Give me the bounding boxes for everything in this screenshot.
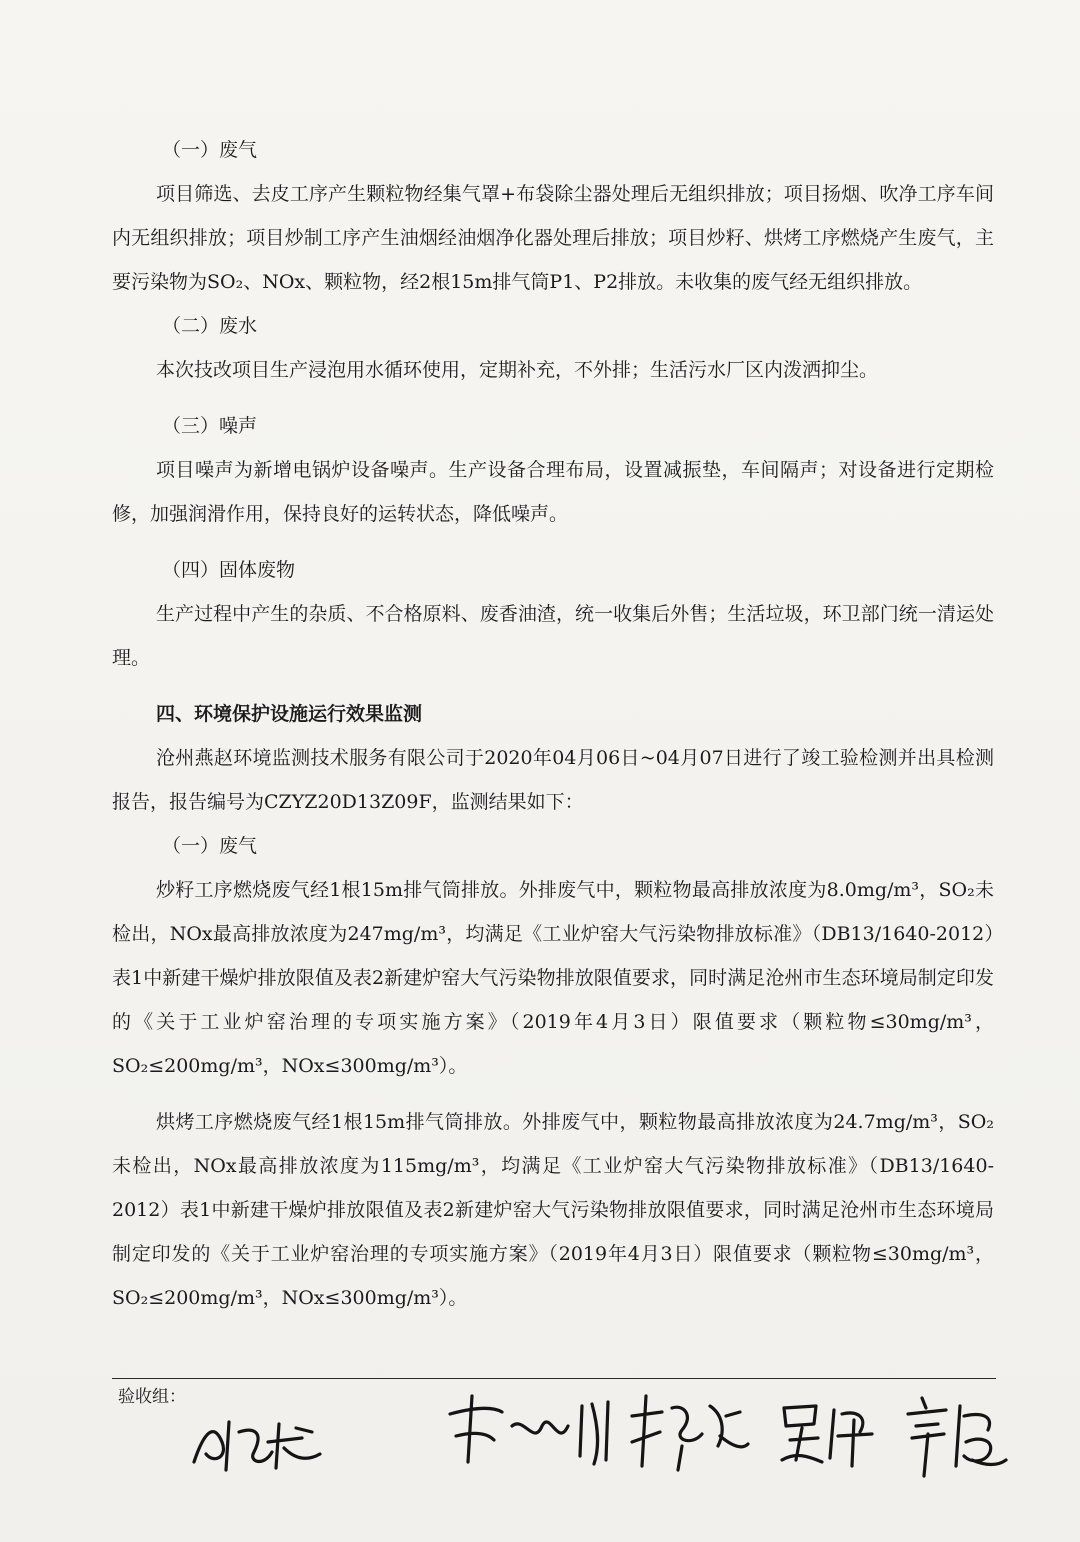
section-heading-waste-gas: （一）废气 bbox=[162, 139, 258, 161]
signature-5 bbox=[902, 1390, 1012, 1480]
paragraph-waste-water: 本次技改项目生产浸泡用水循环使用，定期补充，不外排；生活污水厂区内泼洒抑尘。 bbox=[156, 359, 879, 381]
document-body bbox=[112, 128, 994, 1320]
paragraph-baking-results: 烘烤工序燃烧废气经1根15m排气筒排放。外排废气中，颗粒物最高排放浓度为24.7mg/m³，SO₂未检出，NOx最高排放浓度为115mg/m³，均满足《工业炉窑大气污染物排放标准》（DB13/1640-2012）表1中新建干燥炉排放限值及表2新建炉窑大气污染物排放限值要求，同时满足沧州市生态环境局制定印发的《关于工业炉窑治理的专项实施方案》（2019年4月3日）限值要求（颗粒物≤30mg/m³，SO₂≤200mg/m³，NOx≤300mg/m³）。 bbox=[112, 1111, 994, 1309]
paragraph-waste-gas: 项目筛选、去皮工序产生颗粒物经集气罩+布袋除尘器处理后无组织排放；项目扬烟、吹净工序车间内无组织排放；项目炒制工序产生油烟经油烟净化器处理后排放；项目炒籽、烘烤工序燃烧产生废气，主要污染物为SO₂、NOx、颗粒物，经2根15m排气筒P1、P2排放。未收集的废气经无组织排放。 bbox=[112, 183, 994, 293]
section-heading-noise: （三）噪声 bbox=[162, 415, 258, 437]
signature-rule bbox=[112, 1378, 996, 1379]
acceptance-group-label: 验收组： bbox=[118, 1387, 186, 1407]
signature-4 bbox=[772, 1390, 882, 1470]
paragraph-noise: 项目噪声为新增电锅炉设备噪声。生产设备合理布局，设置减振垫，车间隔声；对设备进行定期检修，加强润滑作用，保持良好的运转状态，降低噪声。 bbox=[112, 459, 994, 525]
paragraph-monitoring-intro: 沧州燕赵环境监测技术服务有限公司于2020年04月06日~04月07日进行了竣工验检测并出具检测报告，报告编号为CZYZ20D13Z09F，监测结果如下： bbox=[112, 747, 994, 813]
signature-2 bbox=[442, 1386, 642, 1476]
paragraph-frying-results: 炒籽工序燃烧废气经1根15m排气筒排放。外排废气中，颗粒物最高排放浓度为8.0mg/m³，SO₂未检出，NOx最高排放浓度为247mg/m³，均满足《工业炉窑大气污染物排放标准》（DB13/1640-2012）表1中新建干燥炉排放限值及表2新建炉窑大气污染物排放限值要求，同时满足沧州市生态环境局制定印发的《关于工业炉窑治理的专项实施方案》（2019年4月3日）限值要求（颗粒物≤30mg/m³，SO₂≤200mg/m³，NOx≤300mg/m³）。 bbox=[112, 879, 994, 1077]
acceptance-group-signatures bbox=[112, 1366, 994, 1486]
signature-3 bbox=[622, 1386, 752, 1476]
chapter-heading-monitoring: 四、环境保护设施运行效果监测 bbox=[156, 703, 423, 725]
section-heading-solid-waste: （四）固体废物 bbox=[162, 559, 296, 581]
paragraph-solid-waste: 生产过程中产生的杂质、不合格原料、废香油渣，统一收集后外售；生活垃圾，环卫部门统一清运处理。 bbox=[112, 603, 994, 669]
signature-1 bbox=[184, 1402, 334, 1482]
section-heading-waste-gas-results: （一）废气 bbox=[162, 835, 258, 857]
section-heading-waste-water: （二）废水 bbox=[162, 315, 258, 337]
